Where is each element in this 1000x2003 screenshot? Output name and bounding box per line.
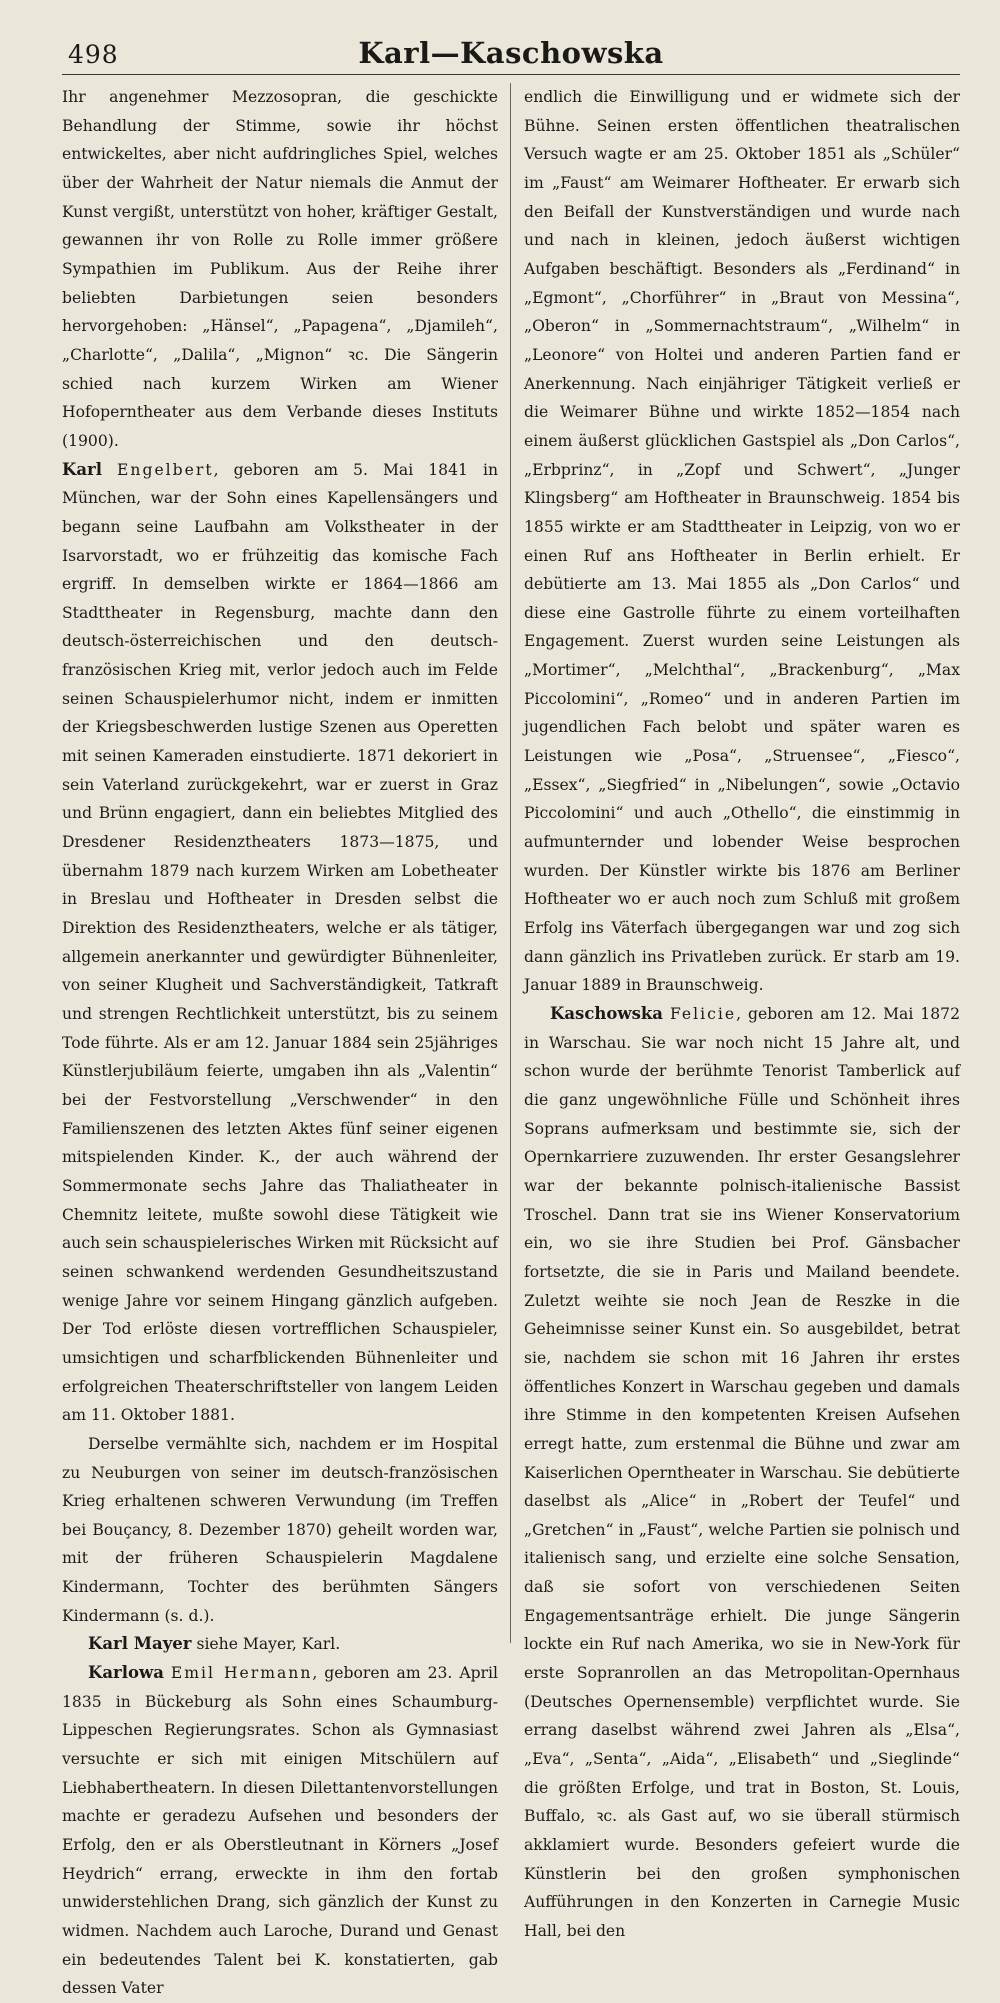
paragraph: Ihr angenehmer Mezzosopran, die geschickte Behandlung der Stimme, sowie ihr höchst entwickeltes, aber nicht aufdringliches Spiel, welches über der Wahrheit der Natur niemals die Anmut der Kunst vergißt, unterstützt von hoher, kräftiger Gestalt, gewannen ihr von Rolle zu Rolle immer größere Sympathien im Publikum. Aus der Reihe ihrer beliebten Darbietungen seien besonders hervorgehoben: „Hänsel“, „Papagena“, „Djamileh“, „Charlotte“, „Dalila“, „Mignon“ ꝛc. Die Sängerin schied nach kurzem Wirken am Wiener Hofoperntheater aus dem Verbande dieses Instituts (1900). [62,88,498,450]
dictionary-entry [62,1630,498,1659]
entry-headword: Karl Mayer [88,1634,192,1654]
paragraph: endlich die Einwilligung und er widmete sich der Bühne. Seinen ersten öffentlichen theatralischen Versuch wagte er am 25. Oktober 1851 als „Schüler“ im „Faust“ am Weimarer Hoftheater. Er erwarb sich den Beifall der Kunstverständigen und wurde nach und nach in kleinen, jedoch äußerst wichtigen Aufgaben beschäftigt. Besonders als „Ferdinand“ in „Egmont“, „Chorführer“ in „Braut von Messina“, „Oberon“ in „Sommernachtstraum“, „Wilhelm“ in „Leonore“ von Holtei und anderen Partien fand er Anerkennung. Nach einjähriger Tätigkeit verließ er die Weimarer Bühne und wirkte 1852—1854 nach einem äußerst glücklichen Gastspiel als „Don Carlos“, „Erbprinz“, in „Zopf und Schwert“, „Junger Klingsberg“ am Hoftheater in Braunschweig. 1854 bis 1855 wirkte er am Stadttheater in Leipzig, von wo er einen Ruf ans Hoftheater in Berlin erhielt. Er debütierte am 13. Mai 1855 als „Don Carlos“ und diese eine Gastrolle führte zu einem vorteilhaften Engagement. Zuerst wurden seine Leistungen als „Mortimer“, „Melchthal“, „Brackenburg“, „Max Piccolomini“, „Romeo“ und in anderen Partien im jugendlichen Fach belobt und später waren es Leistungen wie „Posa“, „Struensee“, „Fiesco“, „Essex“, „Siegfried“ in „Nibelungen“, sowie „Octavio Piccolomini“ und auch „Othello“, die einstimmig in aufmunternder und lobender Weise besprochen wurden. Der Künstler wirkte bis 1876 am Berliner Hoftheater wo er auch noch zum Schluß mit großem Erfolg ins Väterfach übergegangen war und zog sich dann gänzlich ins Privatleben zurück. Er starb am 19. Januar 1889 in Braunschweig. [524,88,960,995]
entry-given-name: Emil Hermann [170,1664,313,1683]
entry-text: , geboren am 23. April 1835 in Bückeburg als Sohn eines Schaumburg-Lippeschen Regierungsrates. Schon als Gymnasiast versuchte er sich mit einigen Mitschülern auf Liebhabertheatern. In diesen Dilettantenvorstellungen machte er geradezu Aufsehen und besonders der Erfolg, den er als Oberstleutnant in Körners „Josef Heydrich“ errang, erweckte in ihm den fortab unwiderstehlichen Drang, sich gänzlich der Kunst zu widmen. Nachdem auch Laroche, Durand und Genast ein bedeutendes Talent bei K. konstatierten, gab dessen Vater [62,1664,498,1998]
dictionary-entry [524,1000,960,1946]
entry-text: siehe Mayer, Karl. [191,1635,341,1654]
page-header [62,34,960,75]
paragraph: Derselbe vermählte sich, nachdem er im Hospital zu Neuburgen von seiner im deutsch-französischen Krieg erhaltenen schweren Verwundung (im Treffen bei Bouçancy, 8. Dezember 1870) geheilt worden war, mit der früheren Schauspielerin Magdalene Kindermann, Tochter des berühmten Sängers Kindermann (s. d.). [62,1434,498,1625]
running-head: Karl—Kaschowska [358,36,664,70]
entry-given-name: Engelbert [117,460,214,479]
entry-given-name: Felicie [669,1005,737,1023]
entry-headword: Kaschowska [550,1004,663,1023]
page-number: 498 [68,40,119,69]
entry-text: , geboren am 12. Mai 1872 in Warschau. Sie war noch nicht 15 Jahre alt, und schon wurde der berühmte Tenorist Tamberlick auf die ganz ungewöhnliche Fülle und Schönheit ihres Soprans aufmerksam und bestimmte sie, sich der Opernkarriere zuzuwenden. Ihr erster Gesangslehrer war der bekannte polnisch-italienische Bassist Troschel. Dann trat sie ins Wiener Konservatorium ein, wo sie ihre Studien bei Prof. Gänsbacher fortsetzte, die sie in Paris und Mailand beendete. Zuletzt weihte sie noch Jean de Reszke in die Geheimnisse seiner Kunst ein. So ausgebildet, betrat sie, nachdem sie schon mit 16 Jahren ihr erstes öffentliches Konzert in Warschau gegeben und damals ihre Stimme in den kompetenten Kreisen Aufsehen erregt hatte, zum erstenmal die Bühne und zwar am Kaiserlichen Operntheater in Warschau. Sie debütierte daselbst als „Alice“ in „Robert der Teufel“ und „Gretchen“ in „Faust“, welche Partien sie polnisch und italienisch sang, und erzielte eine solche Sensation, daß sie sofort von verschiedenen Seiten Engagementsanträge erhielt. Die junge Sängerin lockte ein Ruf nach Amerika, wo sie in New-York für erste Sopranrollen an das Metropolitan-Opernhaus (Deutsches Opernensemble) verpflichtet wurde. Sie errang daselbst während zwei Jahren als „Elsa“, „Eva“, „Senta“, „Aida“, „Elisabeth“ und „Sieglinde“ die größten Erfolge, und trat in Boston, St. Louis, Buffalo, ꝛc. als Gast auf, wo sie überall stürmisch akklamiert wurde. Besonders gefeiert wurde die Künstlerin bei den großen symphonischen Aufführungen in den Konzerten in Carnegie Music Hall, bei den [524,1005,960,1940]
left-column [62,83,498,1998]
right-column [524,83,960,1940]
dictionary-entry [62,456,498,1430]
entry-headword: Karl [62,459,102,479]
text-columns [62,83,960,1998]
entry-headword: Karlowa [88,1663,164,1683]
column-divider [510,83,511,1643]
dictionary-entry [62,1659,498,2003]
entry-text: , geboren am 5. Mai 1841 in München, war der Sohn eines Kapellensängers und begann seine Laufbahn am Volkstheater in der Isarvorstadt, wo er frühzeitig das komische Fach ergriff. In demselben wirkte er 1864—1866 am Stadttheater in Regensburg, machte dann den deutsch-österreichischen und den deutsch-französischen Krieg mit, verlor jedoch auch im Felde seinen Schauspielerhumor nicht, indem er inmitten der Kriegsbeschwerden lustige Szenen aus Operetten mit seinen Kameraden einstudierte. 1871 dekoriert in sein Vaterland zurückgekehrt, war er zuerst in Graz und Brünn engagiert, dann ein beliebtes Mitglied des Dresdener Residenztheaters 1873—1875, und übernahm 1879 nach kurzem Wirken am Lobetheater in Breslau und Hoftheater in Dresden selbst die Direktion des Residenztheaters, welche er als tätiger, allgemein anerkannter und gewürdigter Bühnenleiter, von seiner Klugheit und Sachverständigkeit, Tatkraft und strengen Rechtlichkeit unterstützt, bis zu seinem Tode führte. Als er am 12. Januar 1884 sein 25jähriges Künstlerjubiläum feierte, umgaben ihn als „Valentin“ bei der Festvorstellung „Verschwender“ in den Familienszenen des letzten Aktes fünf seiner eigenen mitspielenden Kinder. K., der auch während der Sommermonate sechs Jahre das Thaliatheater in Chemnitz leitete, mußte sowohl diese Tätigkeit wie auch sein schauspielerisches Wirken mit Rücksicht auf seinen schwankend werdenden Gesundheitszustand wenige Jahre vor seinem Hingang gänzlich aufgeben. Der Tod erlöste diesen vortrefflichen Schauspieler, umsichtigen und scharfblickenden Bühnenleiter und erfolgreichen Theaterschriftsteller von langem Leiden am 11. Oktober 1881. [62,460,498,1425]
